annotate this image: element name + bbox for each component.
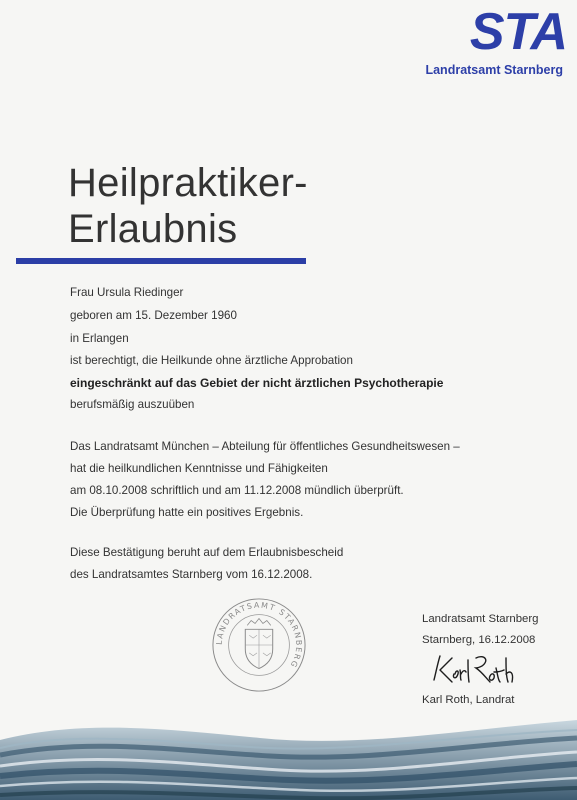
authorization-text: ist berechtigt, die Heilkunde ohne ärztliche Approbation [70,354,353,367]
birth-place: in Erlangen [70,332,129,345]
exam-authority: Das Landratsamt München – Abteilung für öffentliches Gesundheitswesen – [70,440,460,453]
logo-subtitle: Landratsamt Starnberg [425,63,563,77]
exam-result: Die Überprüfung hatte ein positives Ergebnis. [70,506,304,519]
basis-text: Diese Bestätigung beruht auf dem Erlaubnisbescheid [70,546,344,559]
document-title [68,160,308,252]
handwritten-signature [428,652,518,686]
signer-name: Karl Roth, Landrat [422,694,515,706]
title-line-2: Erlaubnis [68,207,238,251]
basis-date: des Landratsamtes Starnberg vom 16.12.2008. [70,568,313,581]
decorative-wave-footer [0,700,577,800]
practice-text: berufsmäßig auszuüben [70,398,195,411]
title-line-1: Heilpraktiker- [68,161,308,205]
signature-office: Landratsamt Starnberg [422,613,539,625]
restriction-text: eingeschränkt auf das Gebiet der nicht ärztlichen Psychotherapie [70,376,444,390]
logo-mark: STA [469,3,567,61]
signature-place-date: Starnberg, 16.12.2008 [422,634,536,646]
exam-scope: hat die heilkundlichen Kenntnisse und Fähigkeiten [70,462,328,475]
official-seal [210,596,308,694]
title-underline [16,258,306,264]
birth-date: geboren am 15. Dezember 1960 [70,309,237,322]
seal-ring-text: LANDRATSAMT STARNBERG [214,600,304,670]
sta-logo [425,3,567,80]
holder-name: Frau Ursula Riedinger [70,286,184,299]
exam-dates: am 08.10.2008 schriftlich und am 11.12.2008 mündlich überprüft. [70,484,404,497]
